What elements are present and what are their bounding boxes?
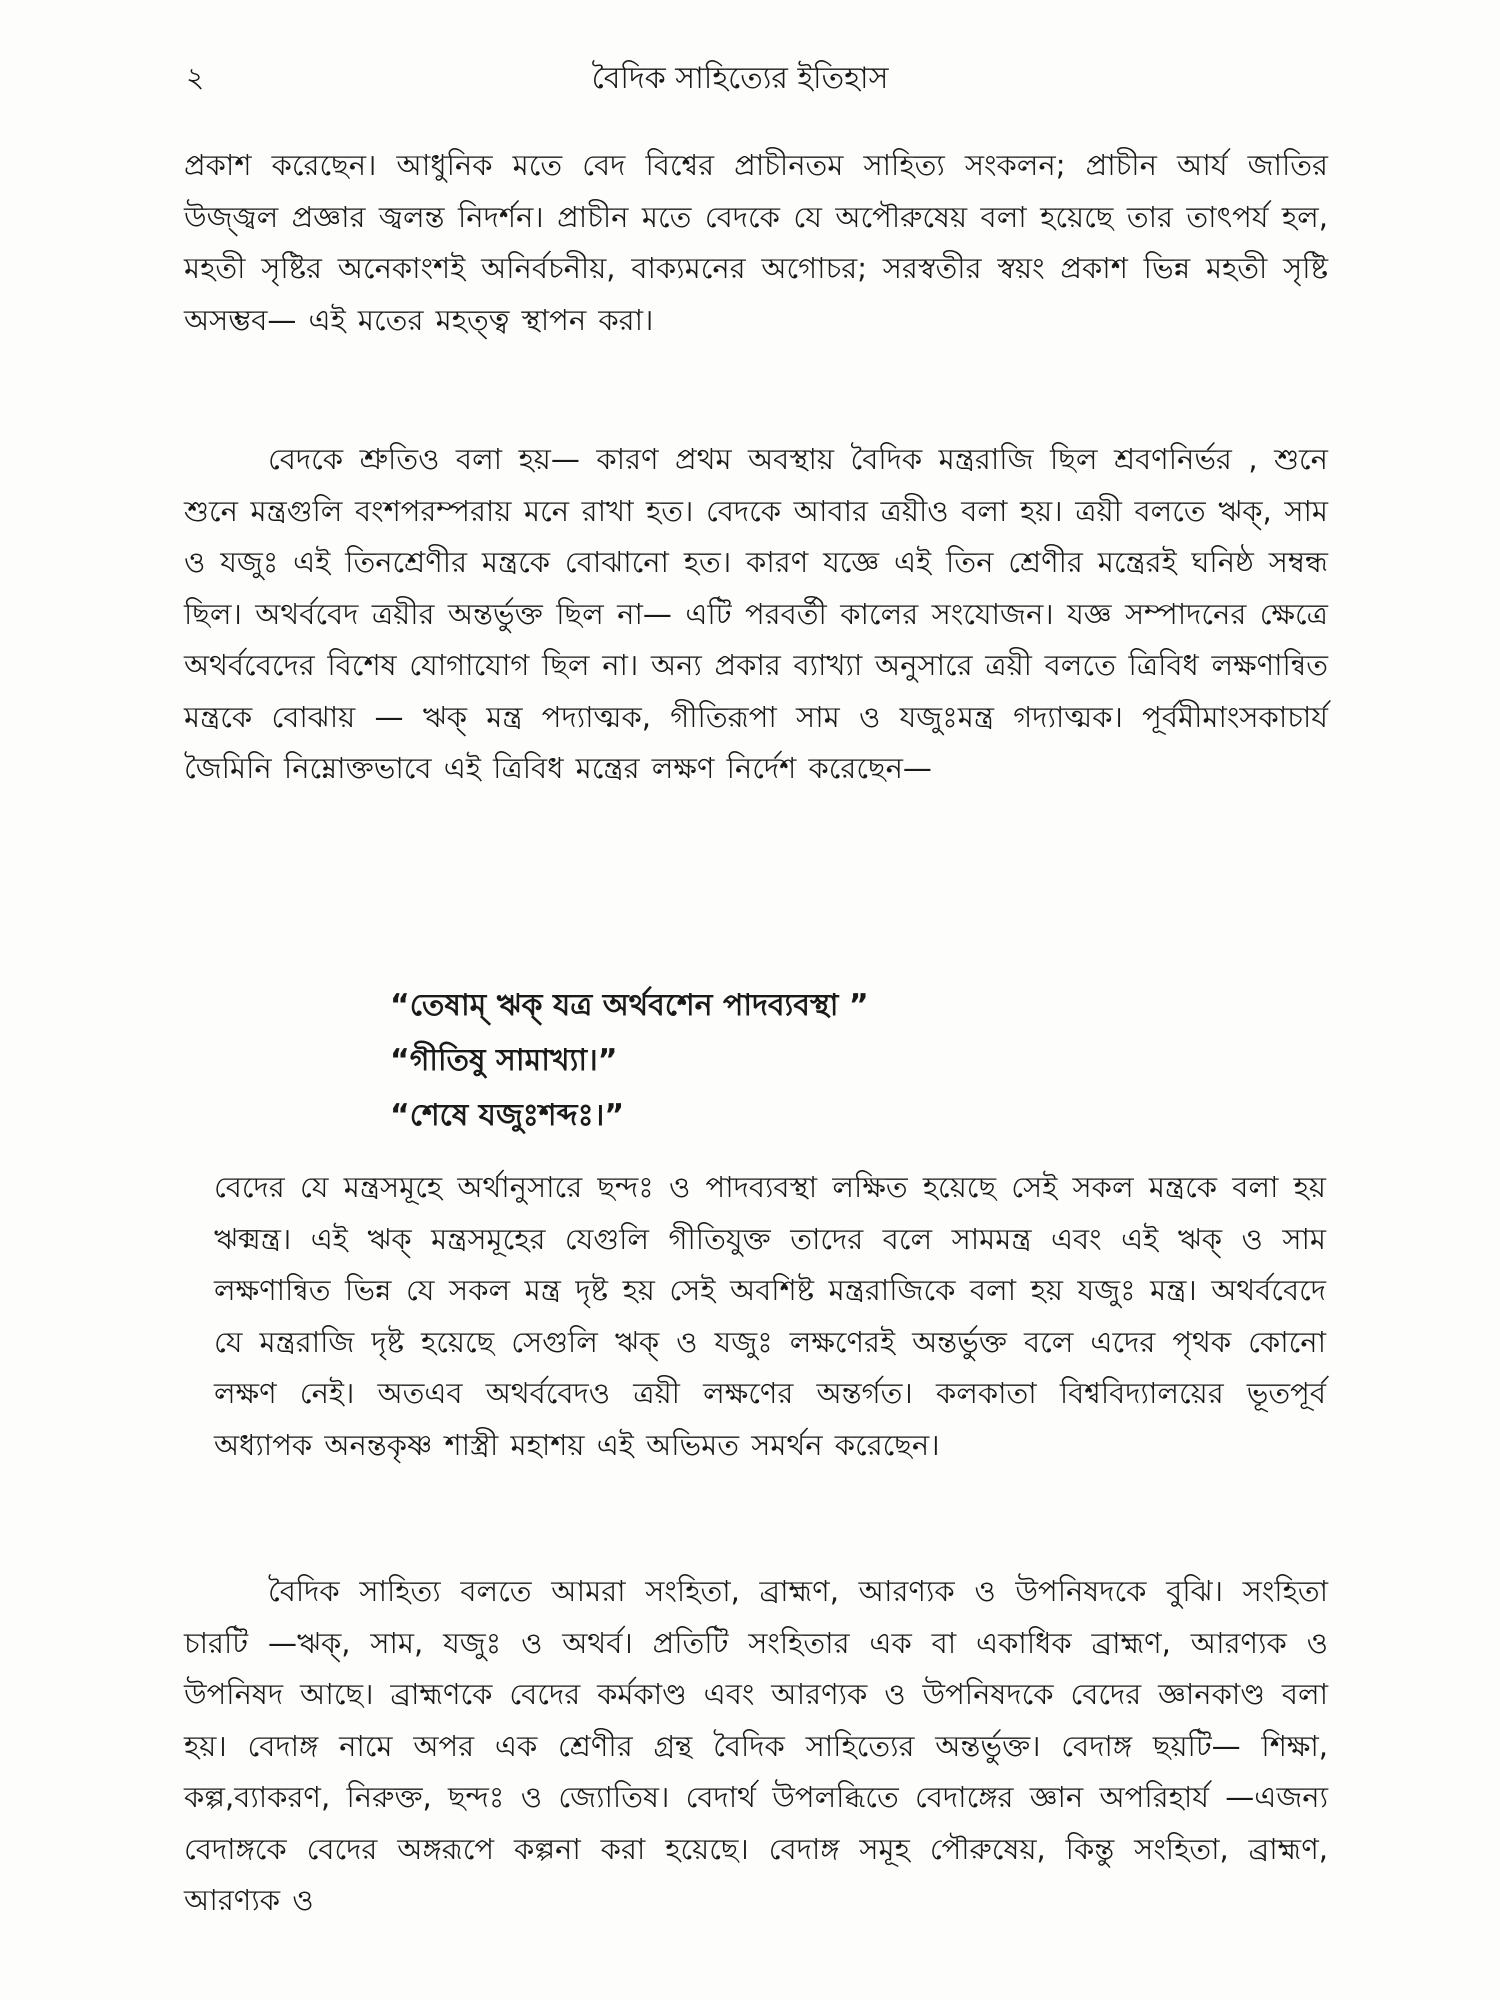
paragraph: বেদের যে মন্ত্রসমূহে অর্থানুসারে ছন্দঃ ও পাদব্যবস্থা লক্ষিত হয়েছে সেই সকল মন্ত্রকে বলা হয় ঋক্মন্ত্র। এই ঋক্ মন্ত্রসমূহের যেগুলি গীতিযুক্ত তাদের বলে সামমন্ত্র এবং এই ঋক্ ও সাম লক্ষণান্বিত ভিন্ন যে সকল মন্ত্র দৃষ্ট হয় সেই অবশিষ্ট মন্ত্ররাজিকে বলা হয় যজুঃ মন্ত্র। অথর্ববেদে যে মন্ত্ররাজি দৃষ্ট হয়েছে সেগুলি ঋক্ ও যজুঃ লক্ষণেরই অন্তর্ভুক্ত বলে এদের পৃথক কোনো লক্ষণ নেই। অতএব অথর্ববেদও ত্রয়ী লক্ষণের অন্তর্গত। কলকাতা বিশ্ববিদ্যালয়ের ভূতপূর্ব অধ্যাপক অনন্তকৃষ্ণ শাস্ত্রী মহাশয় এই অভিমত সমর্থন করেছেন। — [214, 1170, 1326, 1462]
sutra-quote-line: “গীতিষু সামাখ্যা।” — [390, 1043, 618, 1078]
page-header — [160, 50, 1320, 102]
paragraph: বেদকে শ্রুতিও বলা হয়— কারণ প্রথম অবস্থায় বৈদিক মন্ত্ররাজি ছিল শ্রবণনির্ভর , শুনে শুনে মন্ত্রগুলি বংশপরম্পরায় মনে রাখা হত। বেদকে আবার ত্রয়ীও বলা হয়। ত্রয়ী বলতে ঋক্, সাম ও যজুঃ এই তিনশ্রেণীর মন্ত্রকে বোঝানো হত। কারণ যজ্ঞে এই তিন শ্রেণীর মন্ত্রেরই ঘনিষ্ঠ সম্বন্ধ ছিল। অথর্ববেদ ত্রয়ীর অন্তর্ভুক্ত ছিল না— এটি পরবর্তী কালের সংযোজন। যজ্ঞ সম্পাদনের ক্ষেত্রে অথর্ববেদের বিশেষ যোগাযোগ ছিল না। অন্য প্রকার ব্যাখ্যা অনুসারে ত্রয়ী বলতে ত্রিবিধ লক্ষণান্বিত মন্ত্রকে বোঝায় — ঋক্ মন্ত্র পদ্যাত্মক, গীতিরূপা সাম ও যজুঃমন্ত্র গদ্যাত্মক। পূর্বমীমাংসকাচার্য জৈমিনি নিম্নোক্তভাবে এই ত্রিবিধ মন্ত্রের লক্ষণ নির্দেশ করেছেন— — [184, 442, 1328, 785]
paragraph: প্রকাশ করেছেন। আধুনিক মতে বেদ বিশ্বের প্রাচীনতম সাহিত্য সংকলন; প্রাচীন আর্য জাতির উজ্জ্বল প্রজ্ঞার জ্বলন্ত নিদর্শন। প্রাচীন মতে বেদকে যে অপৌরুষেয় বলা হয়েছে তার তাৎপর্য হল, মহতী সৃষ্টির অনেকাংশই অনির্বচনীয়, বাক্যমনের অগোচর; সরস্বতীর স্বয়ং প্রকাশ ভিন্ন মহতী সৃষ্টি অসম্ভব— এই মতের মহত্ত্ব স্থাপন করা। — [184, 148, 1328, 337]
paragraph: বৈদিক সাহিত্য বলতে আমরা সংহিতা, ব্রাহ্মণ, আরণ্যক ও উপনিষদকে বুঝি। সংহিতা চারটি —ঋক্, সাম, যজুঃ ও অথর্ব। প্রতিটি সংহিতার এক বা একাধিক ব্রাহ্মণ, আরণ্যক ও উপনিষদ আছে। ব্রাহ্মণকে বেদের কর্মকাণ্ড এবং আরণ্যক ও উপনিষদকে বেদের জ্ঞানকাণ্ড বলা হয়। বেদাঙ্গ নামে অপর এক শ্রেণীর গ্রন্থ বৈদিক সাহিত্যের অন্তর্ভুক্ত। বেদাঙ্গ ছয়টি— শিক্ষা, কল্প,ব্যাকরণ, নিরুক্ত, ছন্দঃ ও জ্যোতিষ। বেদার্থ উপলব্ধিতে বেদাঙ্গের জ্ঞান অপরিহার্য —এজন্য বেদাঙ্গকে বেদের অঙ্গরূপে কল্পনা করা হয়েছে। বেদাঙ্গ সমূহ পৌরুষেয়, কিন্তু সংহিতা, ব্রাহ্মণ, আরণ্যক ও — [184, 1574, 1328, 1917]
sutra-quote-line: “তেষাম্ ঋক্ যত্র অর্থবশেন পাদব্যবস্থা ” — [390, 988, 869, 1023]
page-number: ২ — [186, 61, 205, 94]
sutra-quote-line: “শেষে যজুঃশব্দঃ।” — [390, 1098, 625, 1133]
running-title: বৈদিক সাহিত্যের ইতিহাস — [591, 61, 889, 96]
sutra-quote-block — [390, 978, 1290, 1143]
